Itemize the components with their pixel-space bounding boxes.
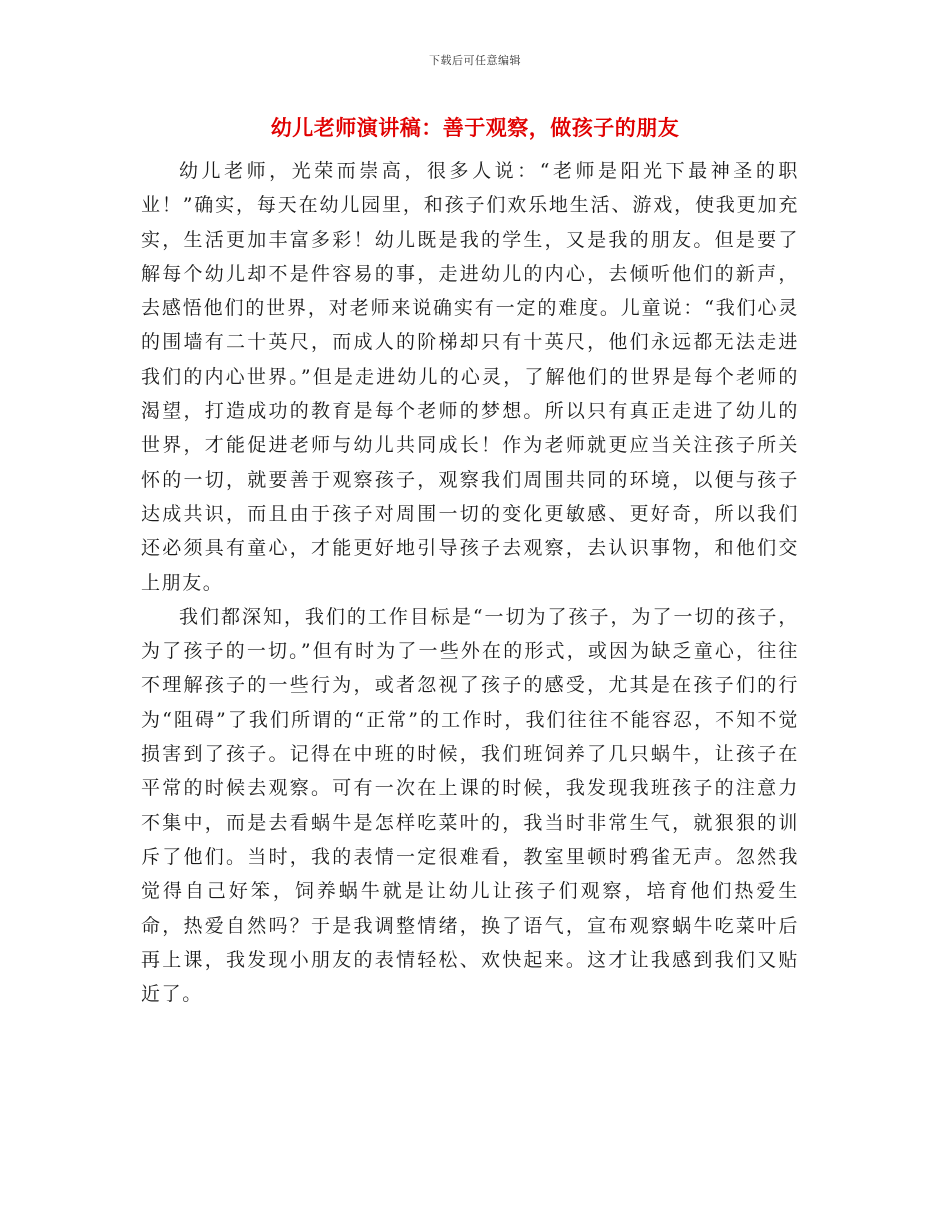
header-note: 下载后可任意编辑 bbox=[429, 54, 521, 67]
paragraph: 幼儿老师，光荣而崇高，很多人说：“老师是阳光下最神圣的职业！”确实，每天在幼儿园里，和孩子们欢乐地生活、游戏，使我更加充实，生活更加丰富多彩！幼儿既是我的学生，又是我的朋友。但是要了解每个幼儿却不是件容易的事，走进幼儿的内心，去倾听他们的新声，去感悟他们的世界，对老师来说确实有一定的难度。儿童说：“我们心灵的围墙有二十英尺，而成人的阶梯却只有十英尺，他们永远都无法走进我们的内心世界。”但是走进幼儿的心灵，了解他们的世界是每个老师的渴望，打造成功的教育是每个老师的梦想。所以只有真正走进了幼儿的世界，才能促进老师与幼儿共同成长！作为老师就更应当关注孩子所关怀的一切，就要善于观察孩子，观察我们周围共同的环境，以便与孩子达成共识，而且由于孩子对周围一切的变化更敏感、更好奇，所以我们还必须具有童心，才能更好地引导孩子去观察，去认识事物，和他们交上朋友。 bbox=[141, 160, 799, 594]
document-title: 幼儿老师演讲稿：善于观察，做孩子的朋友 bbox=[270, 115, 680, 140]
document-body bbox=[141, 154, 799, 1011]
paragraph: 我们都深知，我们的工作目标是“一切为了孩子，为了一切的孩子，为了孩子的一切。”但有时为了一些外在的形式，或因为缺乏童心，往往不理解孩子的一些行为，或者忽视了孩子的感受，尤其是在孩子们的行为“阻碍”了我们所谓的“正常”的工作时，我们往往不能容忍，不知不觉损害到了孩子。记得在中班的时候，我们班饲养了几只蜗牛，让孩子在平常的时候去观察。可有一次在上课的时候，我发现我班孩子的注意力不集中，而是去看蜗牛是怎样吃菜叶的，我当时非常生气，就狠狠的训斥了他们。当时，我的表情一定很难看，教室里顿时鸦雀无声。忽然我觉得自己好笨，饲养蜗牛就是让幼儿让孩子们观察，培育他们热爱生命，热爱自然吗？于是我调整情绪，换了语气，宣布观察蜗牛吃菜叶后再上课，我发现小朋友的表情轻松、欢快起来。这才让我感到我们又贴近了。 bbox=[141, 605, 799, 1006]
